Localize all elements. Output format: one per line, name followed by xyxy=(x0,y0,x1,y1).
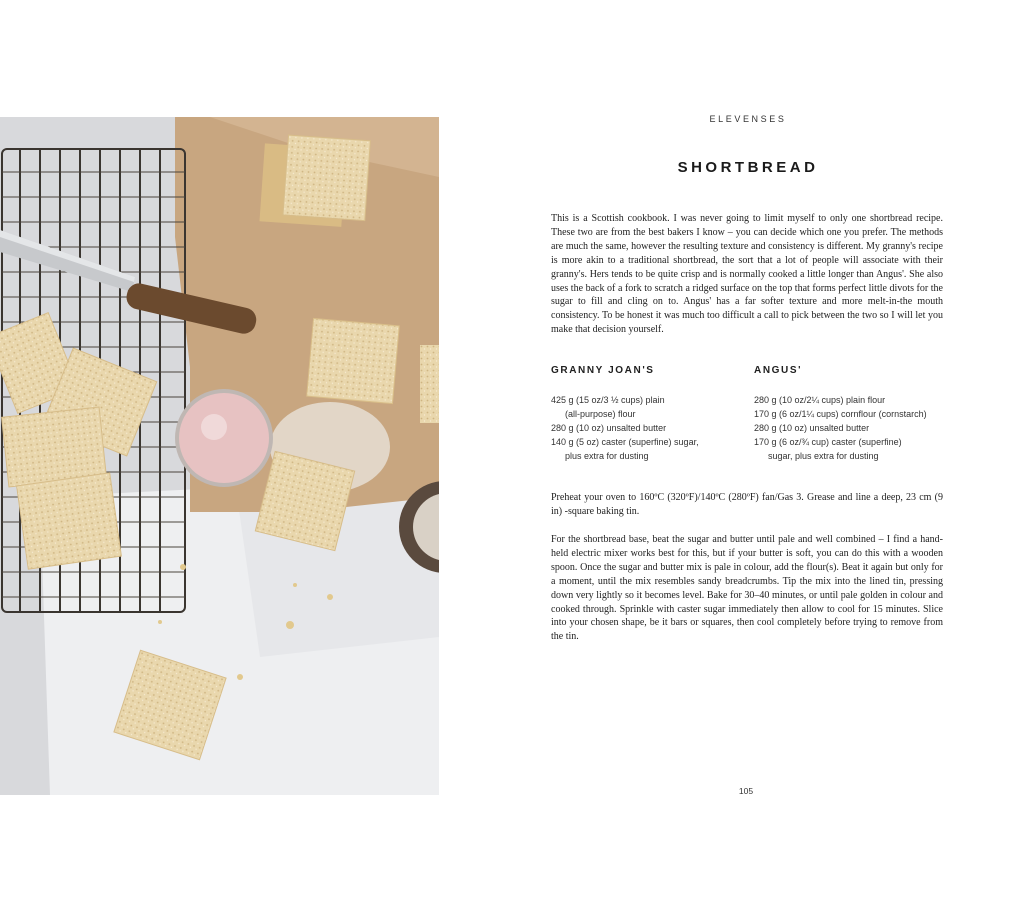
method-step-base: For the shortbread base, beat the sugar and butter until pale and well combined – I find a hand-held electric mixer works best for this, but if your butter is soft, you can do this with a wooden spoon. Once the sugar and butter mix is pale in colour, add the flour(s). Beat it again but only for a moment, until the mix resembles sandy breadcrumbs. Tip the mix into the lined tin, pressing down very lightly so it becomes level. Bake for 30–40 minutes, or until pale golden in colour and cooked through. Sprinkle with caster sugar immediately then allow to cool for 15 minutes. Slice into your chosen shape, be it bars or squares, then cool completely before trying to remove from the tin. xyxy=(551,534,943,643)
recipe-title: SHORTBREAD xyxy=(677,159,819,176)
section-heading: ELEVENSES xyxy=(709,114,787,124)
ingredient-item: 170 g (6 oz/1¼ cups) cornflour (cornstarch) xyxy=(754,409,927,419)
ingredient-item: 280 g (10 oz/2¼ cups) plain flour xyxy=(754,395,886,405)
ingredient-list xyxy=(551,393,741,463)
ingredient-item: 170 g (6 oz/¾ cup) caster (superfine) sugar, plus extra for dusting xyxy=(754,437,902,461)
shortbread-piece xyxy=(17,473,122,569)
ingredients-heading: ANGUS' xyxy=(754,365,803,376)
pink-drink-glass xyxy=(175,389,273,487)
shortbread-photo xyxy=(0,117,439,795)
page-number: 105 xyxy=(738,786,754,796)
ingredient-item: 140 g (5 oz) caster (superfine) sugar, plus extra for dusting xyxy=(551,437,699,461)
ingredient-list xyxy=(754,393,944,463)
shortbread-piece xyxy=(307,318,399,403)
ingredients-heading: GRANNY JOAN'S xyxy=(551,365,655,376)
granny-joans-ingredients xyxy=(551,365,741,463)
ingredient-item: 280 g (10 oz) unsalted butter xyxy=(754,423,870,433)
angus-ingredients xyxy=(754,365,944,463)
shortbread-piece xyxy=(2,407,107,487)
ingredient-item: 425 g (15 oz/3 ½ cups) plain (all-purpose) flour xyxy=(551,395,665,419)
shortbread-piece-stack xyxy=(259,133,370,228)
shortbread-piece xyxy=(420,345,439,423)
ingredient-item: 280 g (10 oz) unsalted butter xyxy=(551,423,667,433)
method-step-preheat: Preheat your oven to 160ºC (320ºF)/140ºC (280ºF) fan/Gas 3. Grease and line a deep, 23 cm (9 in) -square baking tin. xyxy=(551,492,943,517)
intro-paragraph: This is a Scottish cookbook. I was never going to limit myself to only one shortbread recipe. These two are from the best bakers I know – you can decide which one you prefer. The methods are much the same, however the resulting texture and consistency is different. My granny's recipe is more akin to a traditional shortbread, the sort that a lot of people will associate with their granny's. Hers tends to be quite crisp and is normally cooked a little longer than Angus'. She also uses the back of a fork to scratch a ridged surface on the top that forms perfect little divots for the sugar to fill and cling on to. Angus' has a far softer texture and more melt-in-the mouth consistency. To be honest it was much too difficult a call to pick between the two so I will let you make that decision yourself. xyxy=(551,213,943,336)
